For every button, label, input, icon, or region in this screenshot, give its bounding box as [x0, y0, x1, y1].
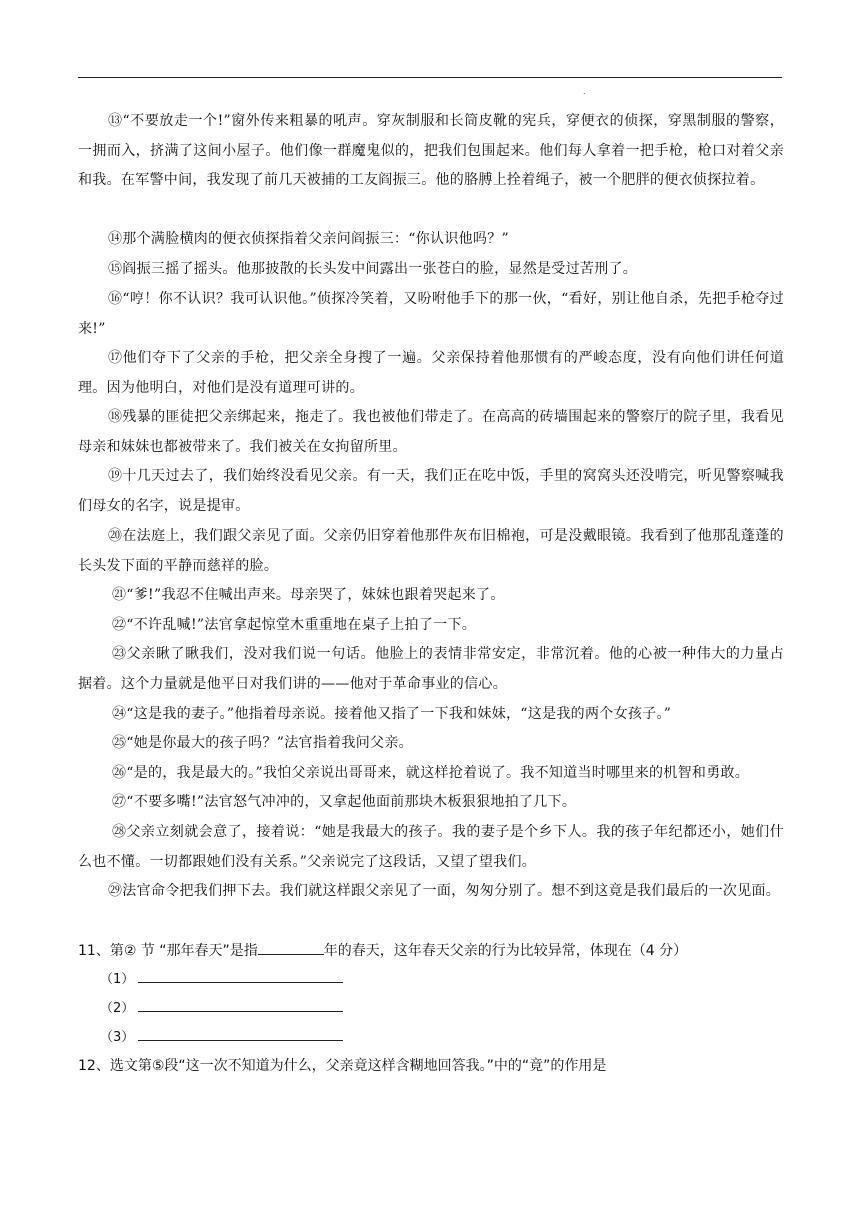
question-11-suffix: 年的春天，这年春天父亲的行为比较异常，体现在（4 分） — [323, 943, 688, 959]
paragraph-26: ㉖“是的，我是最大的。”我怕父亲说出哥哥来，就这样抢着说了。我不知道当时哪里来的机智和勇敢。 — [112, 765, 750, 781]
answer-line-3[interactable] — [100, 1026, 343, 1048]
paragraph-15: ⑮阎振三摇了摇头。他那披散的长头发中间露出一张苍白的脸，显然是受过苦刑了。 — [108, 261, 638, 277]
paragraph-14: ⑭那个满脸横肉的便衣侦探指着父亲问阎振三：“你认识他吗？” — [108, 231, 510, 247]
paragraph-18: ⑱残暴的匪徒把父亲绑起来，拖走了。我也被他们带走了。在高高的砖墙围起来的警察厅的院子里，我看见母亲和妹妹也都被带来了。我们被关在女拘留所里。 — [78, 409, 784, 455]
paragraph-28: ㉘父亲立刻就会意了，接着说：“她是我最大的孩子。我的妻子是个乡下人。我的孩子年纪都还小，她们什么也不懂。一切都跟她们没有关系。”父亲说完了这段话，又望了望我们。 — [78, 824, 784, 870]
answer-blank-1[interactable] — [138, 968, 343, 983]
answer-line-2[interactable] — [100, 997, 343, 1019]
answer-blank-3[interactable] — [138, 1026, 343, 1041]
paragraph-25: ㉕“她是你最大的孩子吗？”法官指着我问父亲。 — [112, 735, 413, 751]
paragraph-16: ⑯“哼！你不认识？我可认识他。”侦探冷笑着，又吩咐他手下的那一伙，“看好，别让他自杀，先把手枪夺过来!” — [78, 291, 784, 337]
header-dot: . — [583, 87, 586, 96]
answer-label-1: （1） — [100, 972, 135, 987]
paragraph-23: ㉓父亲瞅了瞅我们，没对我们说一句话。他脸上的表情非常安定，非常沉着。他的心被一种伟大的力量占据着。这个力量就是他平日对我们讲的——他对于革命事业的信心。 — [78, 646, 784, 692]
paragraph-29: ㉙法官命令把我们押下去。我们就这样跟父亲见了一面，匆匆分别了。想不到这竟是我们最后的一次见面。 — [108, 883, 781, 899]
header-rule — [78, 77, 782, 78]
paragraph-17: ⑰他们夺下了父亲的手枪，把父亲全身搜了一遍。父亲保持着他那惯有的严峻态度，没有向他们讲任何道理。因为他明白，对他们是没有道理可讲的。 — [78, 350, 784, 396]
answer-label-3: （3） — [100, 1030, 135, 1045]
paragraph-27: ㉗“不要多嘴!”法官怒气冲冲的，又拿起他面前那块木板狠狠地拍了几下。 — [112, 794, 577, 810]
answer-blank-2[interactable] — [138, 997, 343, 1012]
paragraph-21: ㉑“爹!”我忍不住喊出声来。母亲哭了，妹妹也跟着哭起来了。 — [112, 587, 505, 603]
paragraph-13: ⑬“不要放走一个!”窗外传来粗暴的吼声。穿灰制服和长筒皮靴的宪兵，穿便衣的侦探，穿黑制服的警察，一拥而入，挤满了这间小屋子。他们像一群魔鬼似的，把我们包围起来。他们每人拿着一把手枪，枪口对着父亲和我。在军警中间，我发现了前几天被捕的工友阎振三。他的胳膊上拴着绳子，被一个肥胖的便衣侦探拉着。 — [78, 113, 784, 189]
answer-label-2: （2） — [100, 1001, 135, 1016]
paragraph-22: ㉒“不许乱喊!”法官拿起惊堂木重重地在桌子上拍了一下。 — [112, 617, 477, 633]
answer-line-1[interactable] — [100, 968, 343, 990]
paragraph-24: ㉔“这是我的妻子。”他指着母亲说。接着他又指了一下我和妹妹，“这是我的两个女孩子。” — [112, 706, 672, 722]
question-12: 12、选文第⑤段“这一次不知道为什么，父亲竟这样含糊地回答我。”中的“竟”的作用是 — [78, 1058, 607, 1074]
paragraph-19: ⑲十几天过去了，我们始终没看见父亲。有一天，我们正在吃中饭，手里的窝窝头还没啃完，听见警察喊我们母女的名字，说是提审。 — [78, 468, 784, 514]
paragraph-20: ⑳在法庭上，我们跟父亲见了面。父亲仍旧穿着他那件灰布旧棉袍，可是没戴眼镜。我看到了他那乱蓬蓬的长头发下面的平静而慈祥的脸。 — [78, 528, 784, 574]
question-11-year-blank[interactable] — [258, 940, 324, 955]
question-11 — [78, 938, 784, 964]
question-11-prefix: 11、第② 节 “那年春天”是指 — [78, 943, 258, 959]
